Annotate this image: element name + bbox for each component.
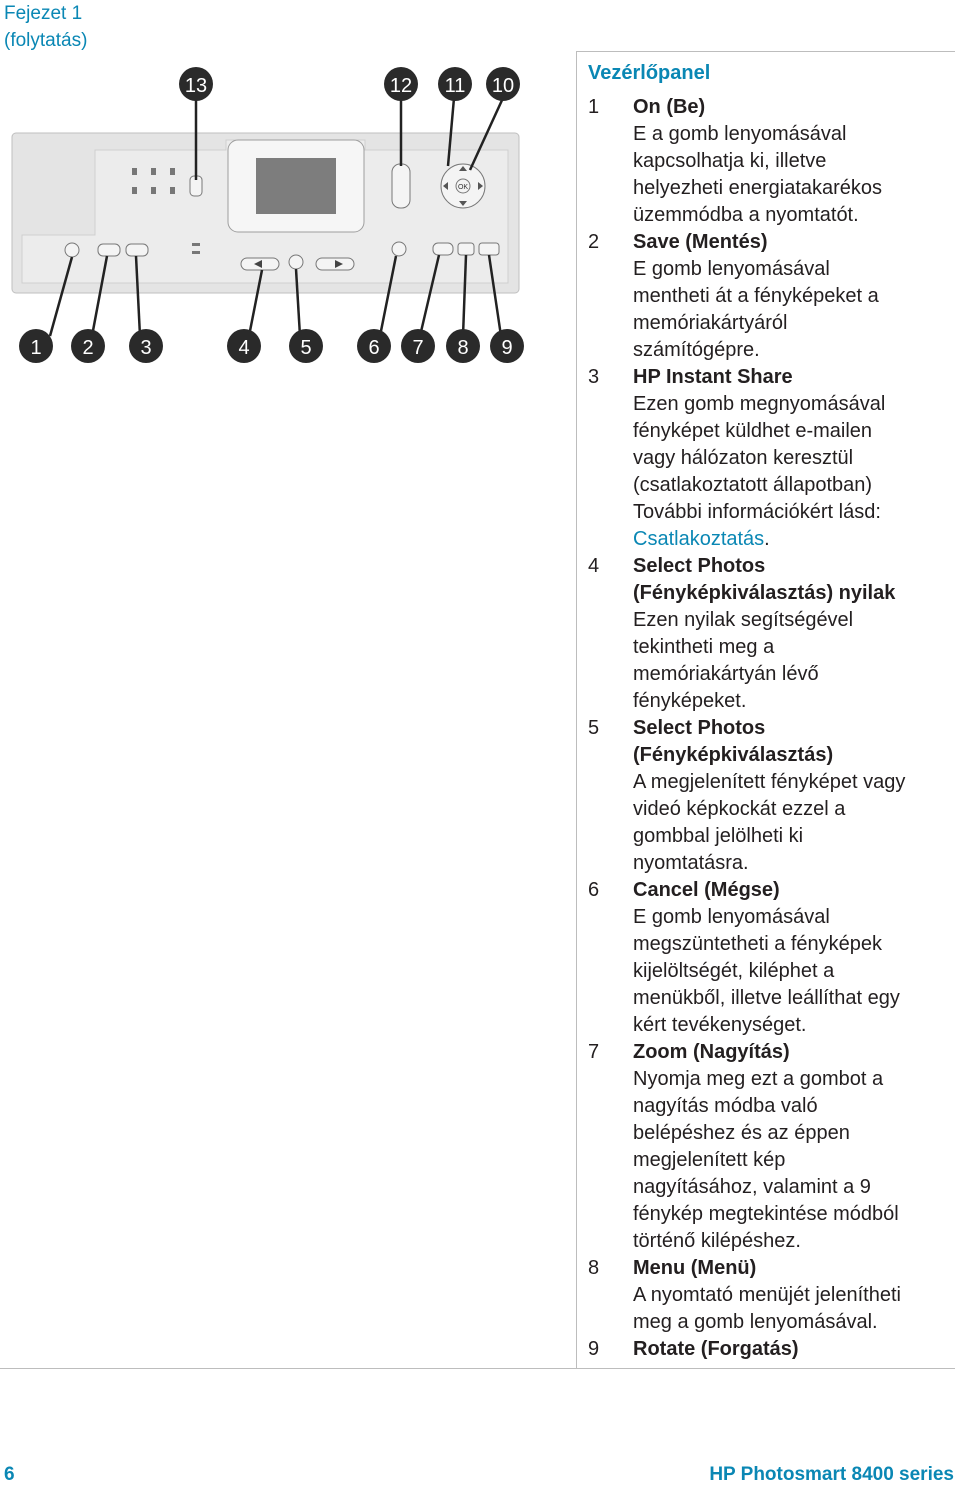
svg-text:11: 11 [444, 75, 466, 97]
item-number: 5 [588, 717, 600, 739]
item-number: 9 [588, 1338, 600, 1360]
item-line: kapcsolhatja ki, illetve [633, 150, 827, 172]
zoom-button [433, 243, 453, 255]
ok-label: OK [457, 184, 469, 191]
callout-10 [486, 67, 520, 101]
item-line: Ezen nyilak segítségével [633, 609, 854, 631]
callout-13 [179, 67, 213, 101]
print-button-12 [392, 164, 410, 208]
callout-2 [71, 329, 105, 363]
item-line: tekintheti meg a [633, 636, 775, 658]
svg-text:10: 10 [491, 75, 515, 97]
item-number: 6 [588, 879, 600, 901]
item-title: Select Photos [633, 555, 766, 577]
on-button [65, 243, 79, 257]
item-line: mentheti át a fényképeket a [633, 285, 879, 307]
list-item [588, 1255, 956, 1336]
item-number: 2 [588, 231, 600, 253]
menu-button [458, 243, 474, 255]
item-line: kért tevékenységet. [633, 1014, 807, 1036]
svg-text:1: 1 [30, 337, 42, 359]
instant-share-button [126, 244, 148, 256]
svg-text:4: 4 [238, 337, 250, 359]
item-line: megjelenített kép [633, 1149, 786, 1171]
rotate-button [479, 243, 499, 255]
select-button [289, 255, 303, 269]
item-number: 3 [588, 366, 600, 388]
item-line: videó képkockát ezzel a [633, 798, 846, 820]
callout-5 [289, 329, 323, 363]
lcd-screen [256, 158, 336, 214]
svg-text:13: 13 [184, 75, 208, 97]
item-line: E gomb lenyomásával [633, 258, 830, 280]
item-title: On (Be) [633, 96, 706, 118]
column-divider [576, 52, 577, 1368]
item-line: meg a gomb lenyomásával. [633, 1311, 878, 1333]
item-line: Nyomja meg ezt a gombot a [633, 1068, 884, 1090]
item-title: Menu (Menü) [633, 1257, 757, 1279]
chapter-continued: (folytatás) [4, 30, 88, 51]
item-title-line2: (Fényképkiválasztás) nyilak [633, 582, 896, 604]
item-line: vagy hálózaton keresztül [633, 447, 854, 469]
item-link-line [633, 526, 956, 553]
callout-8 [446, 329, 480, 363]
callout-1 [19, 329, 53, 363]
list-item [588, 715, 956, 877]
item-number: 8 [588, 1257, 600, 1279]
svg-text:5: 5 [300, 337, 312, 359]
bottom-rule [0, 1368, 955, 1369]
item-title: Select Photos [633, 717, 766, 739]
list-item [588, 553, 956, 715]
svg-text:9: 9 [501, 337, 513, 359]
item-title: Rotate (Forgatás) [633, 1338, 799, 1360]
item-line: fénykép megtekintése módból [633, 1203, 899, 1225]
callout-12 [384, 67, 418, 101]
list-item [588, 229, 956, 364]
item-line: További információkért lásd: [633, 501, 881, 523]
list-item [588, 94, 956, 229]
svg-text:2: 2 [82, 337, 94, 359]
list-item [588, 364, 956, 553]
control-panel-illustration [0, 58, 540, 378]
item-number: 4 [588, 555, 600, 577]
item-number: 7 [588, 1041, 600, 1063]
item-title: Zoom (Nagyítás) [633, 1041, 790, 1063]
svg-text:12: 12 [389, 75, 413, 97]
svg-text:3: 3 [140, 337, 152, 359]
callout-9 [490, 329, 524, 363]
item-line: kijelöltségét, kiléphet a [633, 960, 835, 982]
save-button [98, 244, 120, 256]
callout-3 [129, 329, 163, 363]
item-line: memóriakártyáról [633, 312, 788, 334]
chapter-title: Fejezet 1 [4, 3, 83, 24]
product-name: HP Photosmart 8400 series [709, 1464, 954, 1485]
item-line: E a gomb lenyomásával [633, 123, 847, 145]
list-item [588, 1336, 956, 1363]
item-line: Ezen gomb megnyomásával [633, 393, 886, 415]
chapter-header [4, 0, 87, 54]
top-rule [576, 51, 955, 52]
item-line: E gomb lenyomásával [633, 906, 830, 928]
cancel-button [392, 242, 406, 256]
callout-6 [357, 329, 391, 363]
svg-text:8: 8 [457, 337, 469, 359]
item-title-line2: (Fényképkiválasztás) [633, 744, 834, 766]
item-line: A nyomtató menüjét jelenítheti [633, 1284, 901, 1306]
item-title: HP Instant Share [633, 366, 793, 388]
item-line: memóriakártyán lévő [633, 663, 819, 685]
item-line: nagyítás módba való [633, 1095, 818, 1117]
item-line: nyomtatásra. [633, 852, 749, 874]
callout-7 [401, 329, 435, 363]
callout-4 [227, 329, 261, 363]
item-line: fényképeket. [633, 690, 747, 712]
svg-text:7: 7 [412, 337, 424, 359]
section-title: Vezérlőpanel [588, 62, 711, 84]
item-line: üzemmódba a nyomtatót. [633, 204, 859, 226]
list-item [588, 1039, 956, 1255]
link-suffix: . [764, 528, 770, 550]
page-number: 6 [4, 1464, 15, 1485]
item-line: (csatlakoztatott állapotban) [633, 474, 873, 496]
item-line: fényképet küldhet e-mailen [633, 420, 873, 442]
control-list [588, 94, 956, 1363]
item-line: történő kilépéshez. [633, 1230, 801, 1252]
item-line: gombbal jelölheti ki [633, 825, 804, 847]
item-number: 1 [588, 96, 600, 118]
item-line: helyezheti energiatakarékos [633, 177, 883, 199]
item-title: Cancel (Mégse) [633, 879, 780, 901]
item-line: menükből, illetve leállíthat egy [633, 987, 900, 1009]
item-title: Save (Mentés) [633, 231, 768, 253]
callout-11 [438, 67, 472, 101]
item-line: A megjelenített fényképet vagy [633, 771, 906, 793]
svg-text:6: 6 [368, 337, 380, 359]
item-line: belépéshez és az éppen [633, 1122, 850, 1144]
list-item [588, 877, 956, 1039]
item-line: nagyításához, valamint a 9 [633, 1176, 871, 1198]
csatlakoztatas-link[interactable]: Csatlakoztatás [633, 528, 765, 550]
item-line: számítógépre. [633, 339, 760, 361]
item-line: megszüntetheti a fényképek [633, 933, 883, 955]
